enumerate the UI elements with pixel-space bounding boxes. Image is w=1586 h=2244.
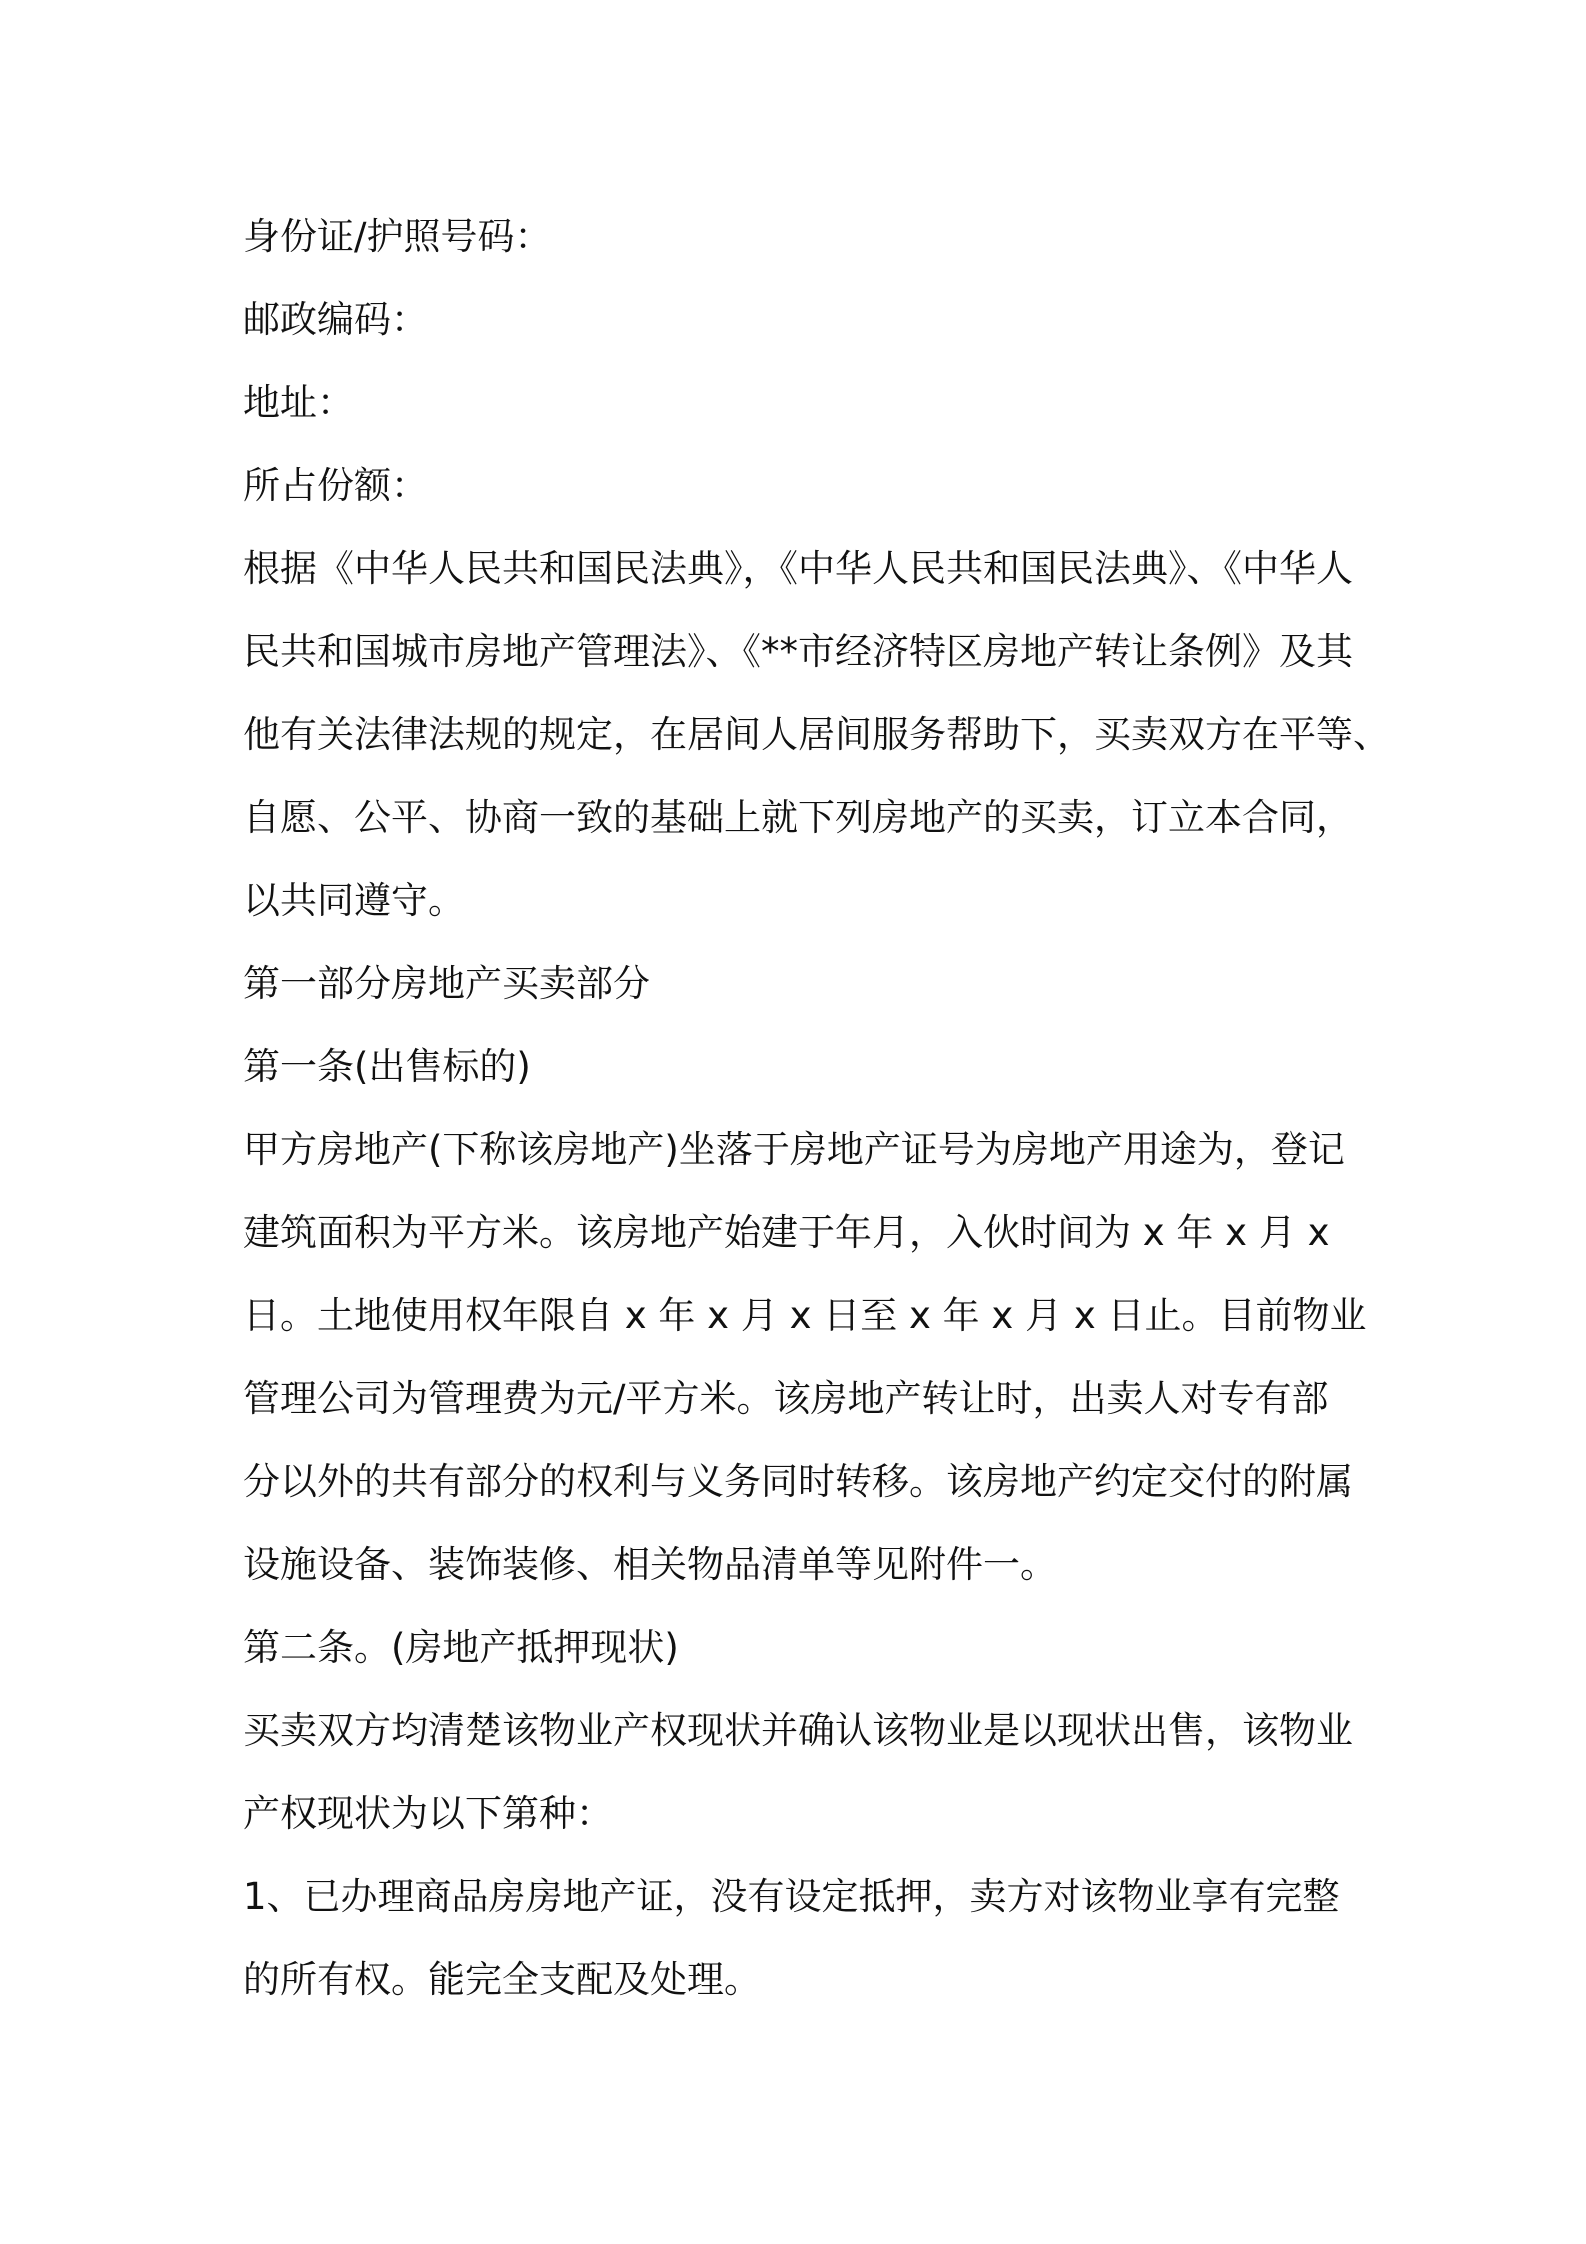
preamble-line: 他有关法律法规的规定，在居间人居间服务帮助下，买卖双方在平等、 (243, 713, 1390, 756)
field-share: 所占份额： (243, 464, 428, 507)
article-one-line: 日。土地使用权年限自 x 年 x 月 x 日至 x 年 x 月 x 日止。目前物业 (243, 1294, 1367, 1337)
preamble-line: 以共同遵守。 (243, 879, 465, 922)
field-id-passport-number: 身份证/护照号码： (243, 215, 552, 258)
article-one-line: 管理公司为管理费为元/平方米。该房地产转让时，出卖人对专有部 (243, 1377, 1329, 1420)
preamble-line: 民共和国城市房地产管理法》、《**市经济特区房地产转让条例》及其 (243, 630, 1353, 673)
article-one-line: 建筑面积为平方米。该房地产始建于年月，入伙时间为 x 年 x 月 x (243, 1211, 1330, 1254)
article-one-line: 分以外的共有部分的权利与义务同时转移。该房地产约定交付的附属 (243, 1460, 1353, 1503)
part-one-heading: 第一部分房地产买卖部分 (243, 962, 650, 1005)
article-one-line: 设施设备、装饰装修、相关物品清单等见附件一。 (243, 1543, 1057, 1586)
field-postal-code: 邮政编码： (243, 298, 428, 341)
document-body (243, 195, 1390, 2021)
article-two-line: 买卖双方均清楚该物业产权现状并确认该物业是以现状出售，该物业 (243, 1709, 1353, 1752)
article-one-line: 甲方房地产(下称该房地产)坐落于房地产证号为房地产用途为，登记 (243, 1128, 1345, 1171)
option-one-line: 的所有权。能完全支配及处理。 (243, 1958, 761, 2001)
option-one-line: 1、已办理商品房房地产证，没有设定抵押，卖方对该物业享有完整 (243, 1875, 1340, 1918)
article-one-heading: 第一条(出售标的) (243, 1045, 531, 1088)
preamble-line: 根据《中华人民共和国民法典》，《中华人民共和国民法典》、《中华人 (243, 547, 1353, 590)
preamble-line: 自愿、公平、协商一致的基础上就下列房地产的买卖，订立本合同， (243, 796, 1353, 839)
field-address: 地址： (243, 381, 354, 424)
article-two-heading: 第二条。(房地产抵押现状) (243, 1626, 679, 1669)
article-two-line: 产权现状为以下第种： (243, 1792, 613, 1835)
